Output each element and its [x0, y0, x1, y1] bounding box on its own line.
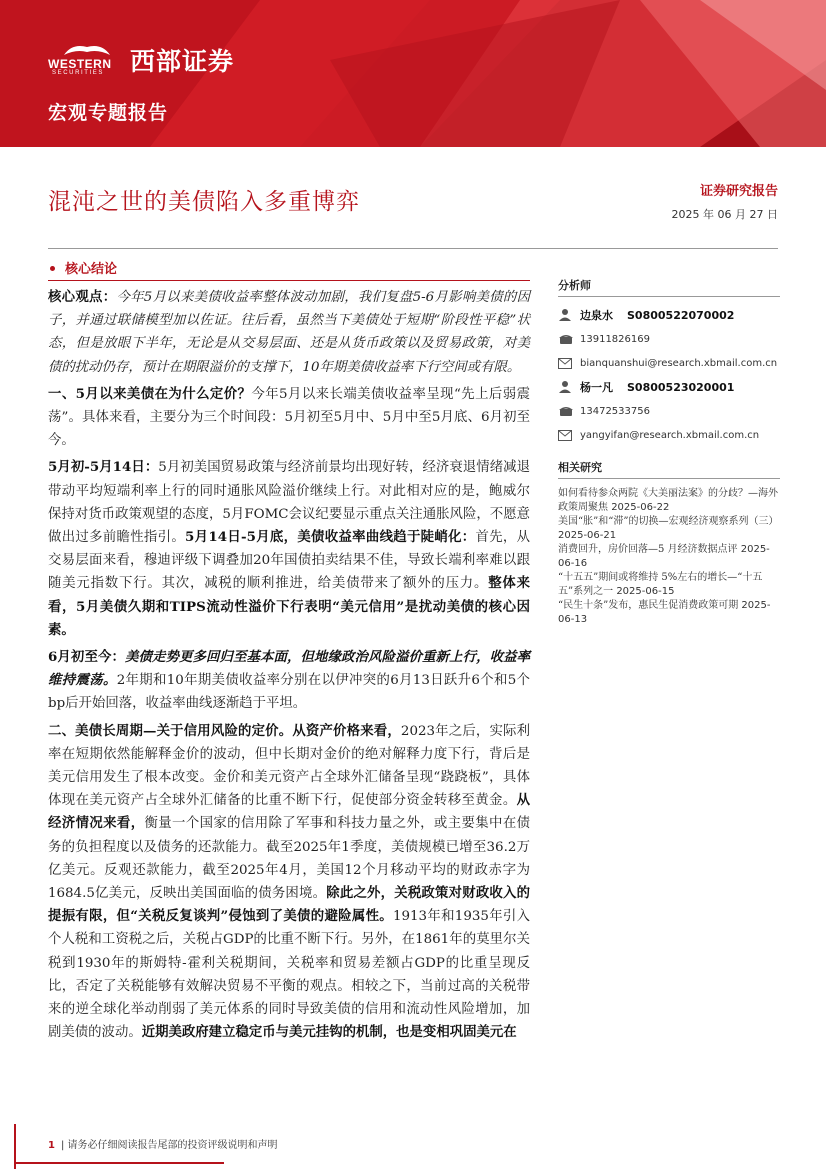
analyst-2-email[interactable]: yangyifan@research.xbmail.com.cn — [580, 429, 760, 441]
bullet-icon — [50, 266, 55, 271]
paragraph-text: 2年期和10年期美债收益率分别在以伊冲突的6月13日跃升6个和5个bp后开始回落，收益率曲线逐渐趋于平坦。 — [48, 673, 531, 712]
related-item-title: 消费回升，房价回落—5 月经济数据点评 — [558, 544, 738, 555]
paragraph-text: 1913年和1935年引入个人税和工资税之后，关税占GDP的比重不断下行。另外，在1861年的莫里尔关税到1930年的斯姆特-霍利关税期间，关税率和贸易差额占GDP的比重呈现反比，否定了关税能够有效解决贸易不平衡的观点。相较之下，当前过高的关税带来的逆全球化举动削弱了美元体系的同时导致美债的信用和流动性风险增加，加剧美债的波动。 — [48, 909, 531, 1041]
paragraph-text: 今年5月以来美债收益率整体波动加剧，我们复盘5-6月影响美债的因子，并通过联储模型加以佐证。往后看，虽然当下美债处于短期“阶段性平稳”状态，但是放眼下半年，无论是从交易层面、还是从货币政策以及贸易政策，对美债的扰动仍存，预计在期限溢价的支撑下，10年期美债收益率下行空间或有限。 — [48, 290, 530, 375]
related-item[interactable] — [558, 571, 780, 599]
related-item-title: 美国“胀”和“滞”的切换—宏观经济观察系列（三） — [558, 516, 779, 527]
analyst-1-name-row — [558, 305, 780, 325]
paragraph-text: 衡量一个国家的信用除了军事和科技力量之外，或主要集中在债务的负担程度以及债务的还款能力。截至2025年1季度，美债规模已增至36.2万亿美元。反观还款能力，截至2025年4月，美国12个月移动平均的财政赤字为1684.5亿美元，反映出美国面临的债务困境。 — [48, 816, 531, 902]
analyst-2-license: S0800523020001 — [627, 380, 735, 394]
paragraph-core-view — [48, 286, 530, 379]
person-icon — [558, 306, 580, 324]
logo-text-en-sub: SECURITIES — [52, 70, 105, 76]
paragraph-text: 2023年之后，实际利率在短期依然能解释金价的波动，但中长期对金价的绝对解释力度下行，背后是美元信用发生了根本改变。金价和美元资产占全球外汇储备呈现“跷跷板”，具体体现在美元资产占全球外汇储备的比重不断下行，促使部分资金转移至黄金。 — [48, 723, 531, 809]
company-logo — [48, 42, 234, 78]
paragraph-text: 今年5月以来长端美债收益率呈现“先上后弱震荡”。具体来看，主要分为三个时间段：5月初至5月中、5月中至5月底、6月初至今。 — [48, 386, 530, 449]
analyst-1-phone-row — [558, 329, 780, 349]
title-divider — [48, 248, 778, 249]
paragraph-emphasis: 除此之外，关税政策对财政收入的提振有限，但“关税反复谈判”侵蚀到了美债的避险属性。 — [48, 885, 530, 925]
analyst-1-email-row — [558, 353, 780, 373]
related-item-date: 2025-06-21 — [558, 530, 617, 541]
paragraph-emphasis: 美债走势更多回归至基本面，但地缘政治风险溢价重新上行，收益率维持震荡。 — [48, 649, 530, 689]
analyst-2-email-row — [558, 425, 780, 445]
related-item[interactable] — [558, 515, 780, 543]
paragraph-lead: 从经济情况来看， — [48, 792, 530, 832]
page-number: 1 — [48, 1140, 55, 1151]
paragraph-text: 首先，从交易层面来看，穆迪评级下调叠加20年国债拍卖结果不佳，导致长端利率难以跟随美元指数下行。其次，减税的顺利推进，给美债带来了额外的压力。 — [48, 530, 531, 592]
related-item-title: “民生十条”发布，惠民生促消费政策可期 — [558, 600, 739, 611]
analyst-2-name: 杨一凡 — [580, 381, 613, 394]
analyst-1-phone: 13911826169 — [580, 333, 650, 345]
related-item[interactable] — [558, 543, 780, 571]
related-item-date: 2025-06-13 — [558, 600, 771, 625]
footer-note: 请务必仔细阅读报告尾部的投资评级说明和声明 — [67, 1140, 278, 1151]
paragraph-text: 5月初美国贸易政策与经济前景均出现好转，经济衰退情绪减退带动平均短端利率上行的同时通胀风险溢价继续上行。对此相对应的是，鲍威尔保持对货币政策观望的态度，5月FOMC会议纪要显示重点关注通胀风险，不愿意做出过多前瞻性指引。 — [48, 460, 530, 546]
paragraph-june-period — [48, 646, 530, 716]
page-footer — [48, 1136, 278, 1151]
related-item[interactable] — [558, 599, 780, 627]
email-icon — [558, 354, 580, 372]
document-title: 混沌之世的美债陷入多重博弈 — [48, 189, 360, 215]
section-heading-text: 核心结论 — [65, 262, 118, 277]
paragraph-lead: 5月14日-5月底，美债收益率曲线趋于陡峭化： — [185, 529, 476, 546]
paragraph-lead: 一、5月以来美债在为什么定价？ — [48, 385, 252, 402]
phone-icon — [558, 330, 580, 348]
document-date: 2025 年 06 月 27 日 — [671, 208, 778, 221]
report-type: 宏观专题报告 — [48, 102, 169, 124]
email-icon — [558, 426, 580, 444]
paragraph-lead: 核心观点： — [48, 289, 117, 305]
header-banner — [0, 0, 826, 147]
paragraph-may-period — [48, 456, 530, 642]
analyst-1-email[interactable]: bianquanshui@research.xbmail.com.cn — [580, 357, 778, 369]
analyst-1-name: 边泉水 — [580, 309, 613, 322]
related-item-date: 2025-06-22 — [611, 502, 670, 513]
section-heading — [48, 258, 117, 277]
phone-icon — [558, 402, 580, 420]
main-content — [48, 286, 530, 1049]
related-item-date: 2025-06-15 — [616, 586, 675, 597]
analyst-1-license: S0800522070002 — [627, 308, 735, 322]
analyst-2-phone: 13472533756 — [580, 405, 650, 417]
paragraph-lead: 从资产价格来看， — [292, 722, 401, 739]
related-item-title: “十五五”期间或将维持 5%左右的增长—“十五五”系列之一 — [558, 572, 763, 597]
sidebar — [558, 277, 780, 627]
logo-mark — [48, 43, 126, 77]
person-icon — [558, 378, 580, 396]
footer-separator: | — [60, 1140, 68, 1151]
section-divider — [48, 280, 530, 281]
paragraph-emphasis: 整体来看，5月美债久期和TIPS流动性溢价下行表明“美元信用”是扰动美债的核心因素。 — [48, 575, 531, 638]
paragraph-lead: 6月初至今： — [48, 649, 125, 666]
analyst-heading: 分析师 — [558, 277, 780, 297]
related-item-title: 如何看待参众两院《大美丽法案》的分歧？—海外政策周聚焦 — [558, 488, 778, 513]
paragraph-section-2 — [48, 720, 530, 1045]
related-item-date: 2025-06-16 — [558, 544, 770, 569]
logo-text-en: WESTERN — [48, 57, 112, 71]
paragraph-lead: 5月初-5月14日： — [48, 459, 159, 476]
corner-decoration — [14, 1162, 224, 1164]
paragraph-lead: 二、美债长周期—关于信用风险的定价。 — [48, 722, 293, 739]
paragraph-emphasis: 近期美政府建立稳定币与美元挂钩的机制，也是变相巩固美元在 — [141, 1024, 517, 1041]
analyst-2-phone-row — [558, 401, 780, 421]
analyst-2-name-row — [558, 377, 780, 397]
logo-text-cn: 西部证券 — [130, 47, 235, 76]
logo-wing-icon — [62, 43, 112, 57]
related-item[interactable] — [558, 487, 780, 515]
document-kind: 证券研究报告 — [699, 184, 778, 199]
related-research-heading: 相关研究 — [558, 459, 780, 479]
paragraph-section-1 — [48, 383, 530, 453]
